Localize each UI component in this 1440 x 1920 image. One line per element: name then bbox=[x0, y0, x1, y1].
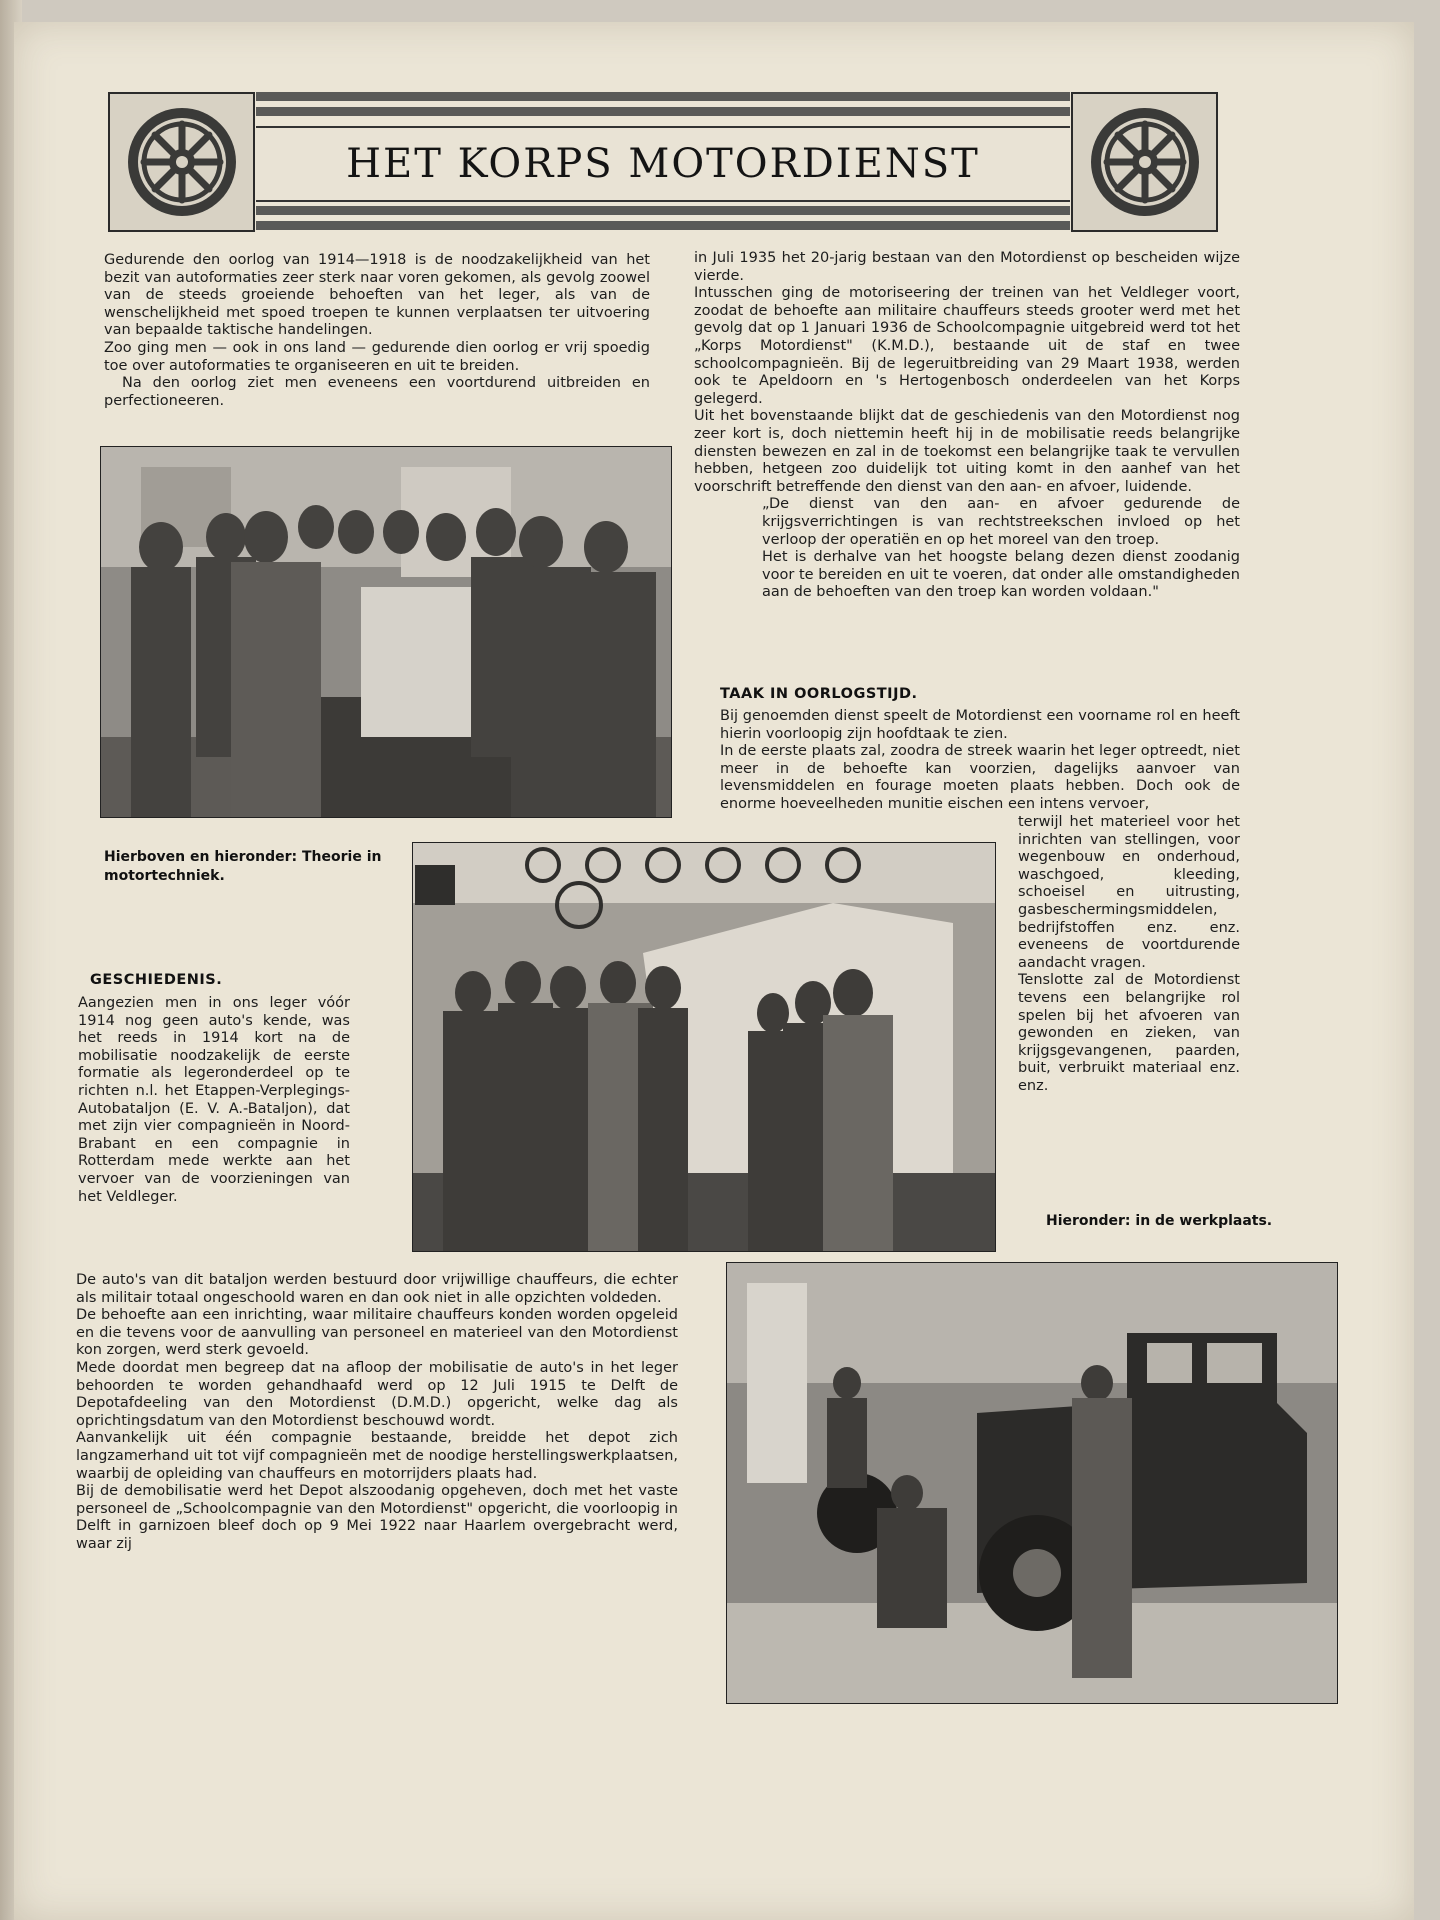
right-column-text bbox=[694, 250, 1240, 602]
paragraph: Na den oorlog ziet men eveneens een voortdurend uitbreiden en perfectioneeren. bbox=[104, 375, 650, 409]
wheel-icon bbox=[122, 102, 242, 222]
paragraph: De behoefte aan een inrichting, waar militaire chauffeurs konden worden opgeleid en die tevens voor de aanvulling van personeel en materieel van den Motordienst kon zorgen, werd sterk gevoeld. bbox=[76, 1307, 678, 1359]
paragraph: Bij de demobilisatie werd het Depot alszoodanig opgeheven, doch met het vaste personeel de „Schoolcompagnie van den Motordienst" opgericht, die voorloopig in Delft in garnizoen bleef doch op 9 Mei 1922 naar Haarlem overgebracht werd, waar zij bbox=[76, 1483, 678, 1552]
geschiedenis-text bbox=[76, 1272, 678, 1554]
divider bbox=[256, 206, 1070, 215]
paragraph: Zoo ging men — ook in ons land — gedurende dien oorlog er vrij spoedig toe over autoformaties te organiseeren en uit te breiden. bbox=[104, 339, 650, 374]
quote-paragraph: „De dienst van den aan- en afvoer gedurende de krijgsverrichtingen is van rechtstreekschen invloed op het verloop der operatiën en op het moreel van den troep. bbox=[762, 496, 1240, 548]
article-header bbox=[108, 92, 1218, 230]
right-emblem bbox=[1071, 92, 1218, 232]
paragraph: Uit het bovenstaande blijkt dat de geschiedenis van den Motordienst nog zeer kort is, doch niettemin heeft hij in de mobilisatie reeds belangrijke diensten bewezen en zal in de toekomst een belangrijke taak te vervullen hebben, hetgeen zoo duidelijk tot uiting komt in den aanhef van het voorschrift betreffende den dienst van den aan- en afvoer, luidende. bbox=[694, 408, 1240, 495]
paragraph: Tenslotte zal de Motordienst tevens een belangrijke rol spelen bij het afvoeren van gewonden en zieken, van krijgsgevangenen, paarden, buit, verbruikt materiaal enz. enz. bbox=[1018, 972, 1240, 1094]
intro-text bbox=[104, 252, 650, 410]
paragraph: Gedurende den oorlog van 1914—1918 is de noodzakelijkheid van het bezit van autoformaties zeer sterk naar voren gekomen, als gevolg zoowel van de steeds groeiende behoeften van het leger, als van de wenschelijkheid met spoed troepen te kunnen verplaatsen ter uitvoering van bepaalde taktische handelingen. bbox=[104, 252, 650, 339]
paragraph: in Juli 1935 het 20-jarig bestaan van den Motordienst op bescheiden wijze vierde. bbox=[694, 250, 1240, 284]
geschiedenis-narrow-text bbox=[78, 995, 350, 1206]
taak-text-narrow bbox=[1018, 814, 1240, 1096]
photo-workshop bbox=[726, 1262, 1338, 1704]
taak-text bbox=[720, 708, 1240, 814]
divider bbox=[256, 107, 1070, 116]
paragraph: Intusschen ging de motoriseering der treinen van het Veldleger voort, zoodat de behoefte aan militaire chauffeurs steeds grooter werd met het gevolg dat op 1 Januari 1936 de Schoolcompagnie uitgebreid werd tot het „Korps Motordienst" (K.M.D.), bestaande uit de staf en twee schoolcompagnieën. Bij de legeruitbreiding van 29 Maart 1938, werden ook te Apeldoorn en 's Hertogenbosch onderdeelen van het Korps gelegerd. bbox=[694, 285, 1240, 407]
paragraph: De auto's van dit bataljon werden bestuurd door vrijwillige chauffeurs, die echter als militair totaal ongeschoold waren en dan ook niet in alle opzichten voldeden. bbox=[76, 1272, 678, 1306]
title-box bbox=[256, 126, 1070, 202]
paragraph: Aanvankelijk uit één compagnie bestaande, breidde het depot zich langzamerhand uit tot vijf compagnieën met de noodige herstellingswerkplaatsen, waarbij de opleiding van chauffeurs en motorrijders plaats had. bbox=[76, 1430, 678, 1482]
photo-engine-lesson bbox=[100, 446, 672, 818]
page-title: HET KORPS MOTORDIENST bbox=[346, 141, 980, 187]
paragraph: In de eerste plaats zal, zoodra de streek waarin het leger optreedt, niet meer in de behoefte kan voorzien, dagelijks aanvoer van levensmiddelen en fourage moeten plaats hebben. Doch ook de enorme hoeveelheden munitie eischen een intens vervoer, bbox=[720, 743, 1240, 812]
title-band bbox=[256, 92, 1070, 230]
paragraph: Mede doordat men begreep dat na afloop der mobilisatie de auto's in het leger behoorden te worden gehandhaafd werd op 12 Juli 1915 te Delft de Depotafdeeling van den Motordienst (D.M.D.) opgericht, welke dag als oprichtingsdatum van den Motordienst beschouwd wordt. bbox=[76, 1359, 678, 1429]
photo-caption: Hieronder: in de werkplaats. bbox=[1046, 1213, 1273, 1229]
divider bbox=[256, 92, 1070, 101]
quote-paragraph: Het is derhalve van het hoogste belang dezen dienst zoodanig voor te bereiden en uit te voeren, dat onder alle omstandigheden aan de behoeften van den troep kan worden voldaan." bbox=[762, 549, 1240, 601]
photo-engine-diagram bbox=[412, 842, 996, 1252]
left-emblem bbox=[108, 92, 255, 232]
divider bbox=[256, 221, 1070, 230]
photo-caption: Hierboven en hieronder: Theorie in motortechniek. bbox=[104, 849, 382, 884]
paragraph: terwijl het materieel voor het inrichten van stellingen, voor wegenbouw en onderhoud, waschgoed, kleeding, schoeisel en uitrusting, gasbeschermingsmiddelen, bedrijfstoffen enz. enz. eveneens de voortdurende aandacht vragen. bbox=[1018, 814, 1240, 971]
paragraph: Bij genoemden dienst speelt de Motordienst een voorname rol en heeft hierin voorloopig zijn hoofdtaak te zien. bbox=[720, 708, 1240, 742]
wheel-icon bbox=[1085, 102, 1205, 222]
section-heading: GESCHIEDENIS. bbox=[90, 972, 223, 988]
section-heading: TAAK IN OORLOGSTIJD. bbox=[720, 686, 918, 702]
paragraph: Aangezien men in ons leger vóór 1914 nog geen auto's kende, was het reeds in 1914 kort na de mobilisatie noodzakelijk de eerste formatie als legeronderdeel op te richten n.l. het Etappen-Verplegings-Autobataljon (E. V. A.-Bataljon), dat met zijn vier compagnieën in Noord-Brabant en een compagnie in Rotterdam mede werkte aan het vervoer van de voorzieningen van het Veldleger. bbox=[78, 995, 350, 1205]
